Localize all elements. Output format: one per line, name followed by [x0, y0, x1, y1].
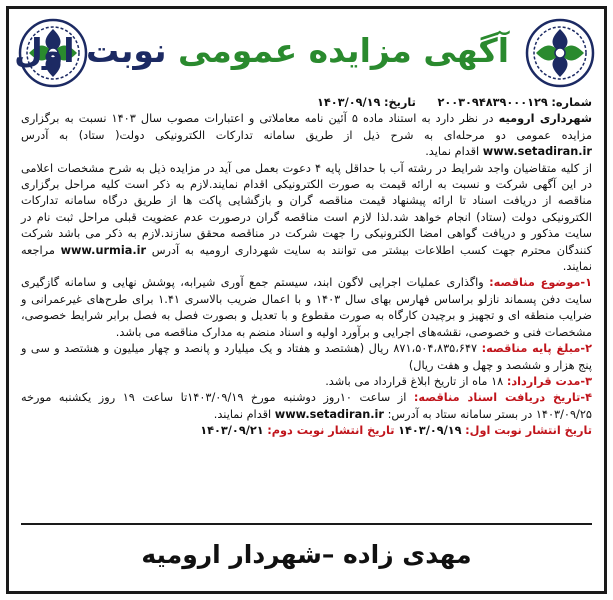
- title-round: نوبت اول: [14, 31, 167, 70]
- price-text: ریال (هشتصد و هفتاد و یک میلیارد و پانصد و چهار میلیون و هشتصد و سی و پنج هزار و ششصد و چهل و هفت ریال): [21, 342, 592, 372]
- conditions-paragraph: [21, 161, 592, 276]
- docs-item: [21, 390, 592, 423]
- conditions-text-2: مراجعه نمایند.: [21, 243, 592, 274]
- intro-paragraph: [21, 111, 592, 160]
- duration-text: ۱۸ ماه از تاریخ ابلاغ قرارداد می باشد.: [325, 374, 507, 388]
- subject-item: [21, 275, 592, 341]
- number-label: شماره:: [551, 96, 592, 109]
- signatory-name: مهدی زاده: [343, 540, 472, 569]
- first-publication-date: ۱۴۰۳/۰۹/۱۹: [398, 424, 462, 438]
- price-value: ۸۷۱،۵۰۴،۸۳۵،۶۴۷: [393, 342, 478, 356]
- urmia-url-link[interactable]: www.urmia.ir: [60, 243, 147, 257]
- signatory-title: –شهردار ارومیه: [141, 540, 335, 569]
- second-publication-label: تاریخ انتشار نوبت دوم:: [267, 424, 395, 438]
- setad-url-link[interactable]: www.setadiran.ir: [482, 145, 592, 159]
- duration-label: ۳-مدت قرارداد:: [506, 374, 592, 388]
- first-publication-label: تاریخ انتشار نوبت اول:: [465, 424, 592, 438]
- notice-header: [9, 9, 604, 99]
- docs-text-4: اقدام نمایند.: [213, 407, 275, 421]
- signature-divider: [21, 523, 592, 525]
- price-label: ۲-مبلغ پایه مناقصه:: [481, 342, 592, 356]
- title-main: آگهی مزایده عمومی: [177, 31, 509, 70]
- docs-url-link[interactable]: www.setadiran.ir: [274, 407, 384, 421]
- number-value: ۲۰۰۳۰۹۴۸۳۹۰۰۰۱۲۹: [437, 96, 548, 109]
- conditions-text-1: از کلیه متقاضیان واجد شرایط در رشته آب با حداقل پایه ۴ دعوت بعمل می آید در مزایده ذیل به شرح مشخصات اعلامی در این آگهی شرکت و نسبت به ارائه قیمت به صورت الکترونیکی اقدام نمایند.لازم به ذکر است کلیه مراحل برگزاری مناقصه از دریافت اسناد تا ارائه پیشنهاد قیمت مناقصه گران و بازگشایی پاکت ها از طریق درگاه سامانه تدارکات الکترونیکی دولت (ستاد) انجام خواهد شد.لذا لازم است مناقصه گران درصورت عدم عضویت قبلی مراحل ثبت نام در سایت مذکور و دریافت گواهی امضا الکترونیکی را جهت شرکت در مناقصه محقق سازند.لازم به ذکر می باشد شرکت کنندگان محترم جهت کسب اطلاعات بیشتر می توانند به سایت شهرداری ارومیه به آدرس: [21, 161, 592, 257]
- docs-label: ۴-تاریخ دریافت اسناد مناقصه:: [413, 391, 593, 405]
- intro-text-2: اقدام نماید.: [425, 145, 483, 159]
- duration-item: [21, 374, 592, 390]
- date-label: تاریخ:: [384, 96, 416, 109]
- notice-body: [21, 95, 592, 515]
- notice-frame: [6, 6, 607, 594]
- second-publication-date: ۱۴۰۳/۰۹/۲۱: [200, 424, 264, 438]
- docs-text-2: تا ساعت ۱۹ روز یکشنبه مورخه: [21, 391, 188, 405]
- signature-block: [9, 533, 604, 577]
- intro-text-1: در نظر دارد به استناد ماده ۵ آئین نامه معاملاتی و اعتبارات مصوب سال ۱۴۰۳ نسبت به برگزاری مزایده عمومی دو مرحله‌ای به شرح ذیل از طریق سامانه تدارکات الکترونیکی دولت( ستاد) به آدرس: [21, 112, 592, 142]
- publication-line: [21, 423, 592, 439]
- date-value: ۱۴۰۳/۰۹/۱۹: [317, 96, 381, 109]
- docs-date-2: ۱۴۰۳/۰۹/۲۵: [535, 407, 592, 421]
- subject-text: واگذاری عملیات اجرایی لاگون ابند، سیستم جمع آوری شیرابه، پوشش نهایی و سامانه گازگیری سایت دفن پسماند نازلو براساس فهارس بهای سال ۱۴۰۳ و با اعمال ضریب بالاسری ۱.۴۱ برای طرح‌های غیرعمرانی و ضرایب منطقه ای و تجهیز و برچیدن کارگاه به صورت مقطوع و با تعدیل و بصورت فصل به فصل برابر شرایط خصوصی، مشخصات فنی و خصوصی، نقشه‌های اجرایی و برآورد اولیه و اسناد منضم به مدارک مناقصه می باشد.: [21, 276, 592, 339]
- ornamental-circle-emblem-right-icon: [524, 17, 596, 89]
- price-item: [21, 341, 592, 374]
- docs-date-1: ۱۴۰۳/۰۹/۱۹: [187, 391, 244, 405]
- org-name: شهرداری ارومیه: [498, 112, 592, 126]
- notice-title: [14, 27, 509, 75]
- subject-label: ۱-موضوع مناقصه:: [489, 276, 592, 290]
- docs-text-3: در بستر سامانه ستاد به آدرس:: [383, 407, 536, 421]
- meta-line: [21, 95, 592, 111]
- docs-text-1: از ساعت ۱۰روز دوشنبه مورخ: [243, 391, 414, 405]
